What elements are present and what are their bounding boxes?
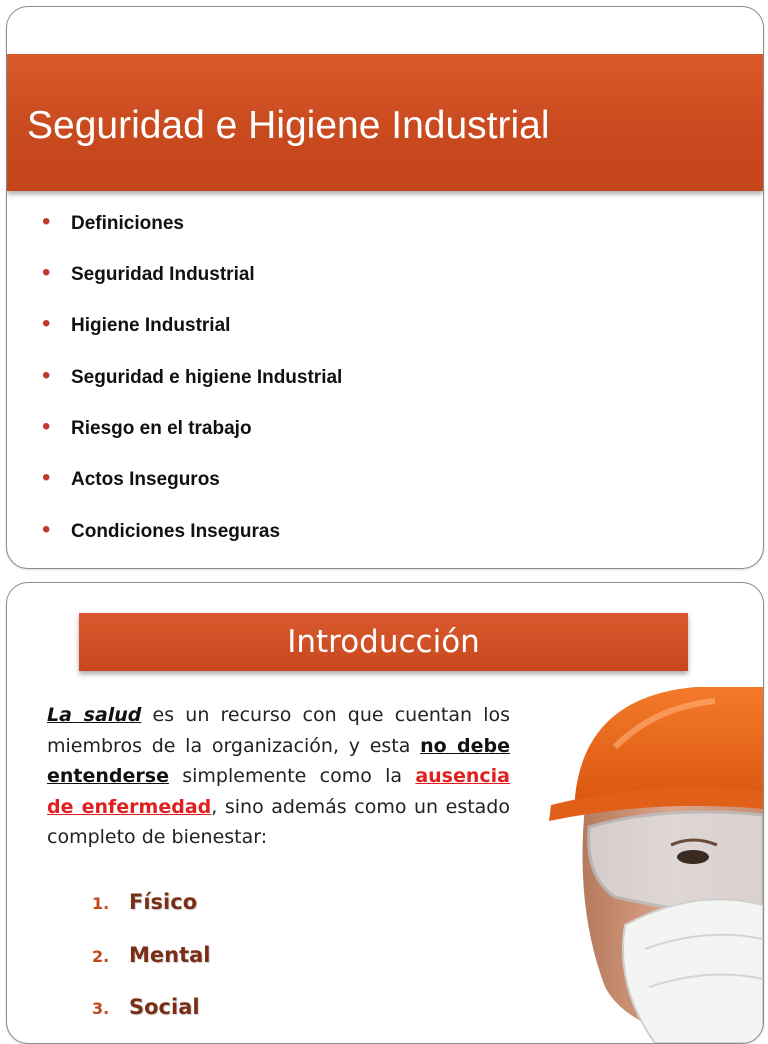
term-la-salud: La salud [47,704,142,726]
title-banner [7,54,763,191]
bullet-icon: • [42,516,51,543]
worker-with-hardhat-goggles-mask-photo [545,687,763,1043]
paragraph-text: es un recurso con que cuentan los miembros de la organización, y esta [47,704,510,757]
eye-shape [677,850,709,864]
mask-shape [623,899,763,1043]
wellbeing-label: Mental [129,943,211,967]
bullet-icon: • [42,413,51,440]
term-no-debe-entenderse: no debe entenderse [47,734,510,787]
list-number: 1. [92,894,110,913]
slide-title-agenda [6,6,764,569]
topic-label: Riesgo en el trabajo [71,418,252,439]
wellbeing-label: Social [129,995,200,1019]
bullet-icon: • [42,464,51,491]
list-number: 2. [92,947,110,966]
topic-label: Seguridad e higiene Industrial [71,367,343,388]
bullet-icon: • [42,208,51,235]
topic-label: Higiene Industrial [71,315,231,336]
wellbeing-label: Físico [129,890,198,914]
paragraph-text: simplemente como la [168,765,416,787]
bullet-icon: • [42,362,51,389]
hardhat-shape [575,687,763,805]
topic-label: Seguridad Industrial [71,264,255,285]
topic-label: Actos Inseguros [71,469,220,490]
intro-paragraph [47,700,510,853]
bullet-icon: • [42,310,51,337]
slide-title: Seguridad e Higiene Industrial [27,104,550,147]
intro-banner [79,613,688,671]
list-number: 3. [92,999,110,1018]
intro-heading: Introducción [287,624,480,660]
term-ausencia-de-enfermedad: ausencia de enfermedad [47,765,510,818]
topic-label: Condiciones Inseguras [71,521,281,542]
slide-introduction [6,582,764,1044]
topic-label: Definiciones [71,213,184,234]
paragraph-text: , sino además como un estado completo de bienestar: [47,795,510,848]
bullet-icon: • [42,259,51,286]
